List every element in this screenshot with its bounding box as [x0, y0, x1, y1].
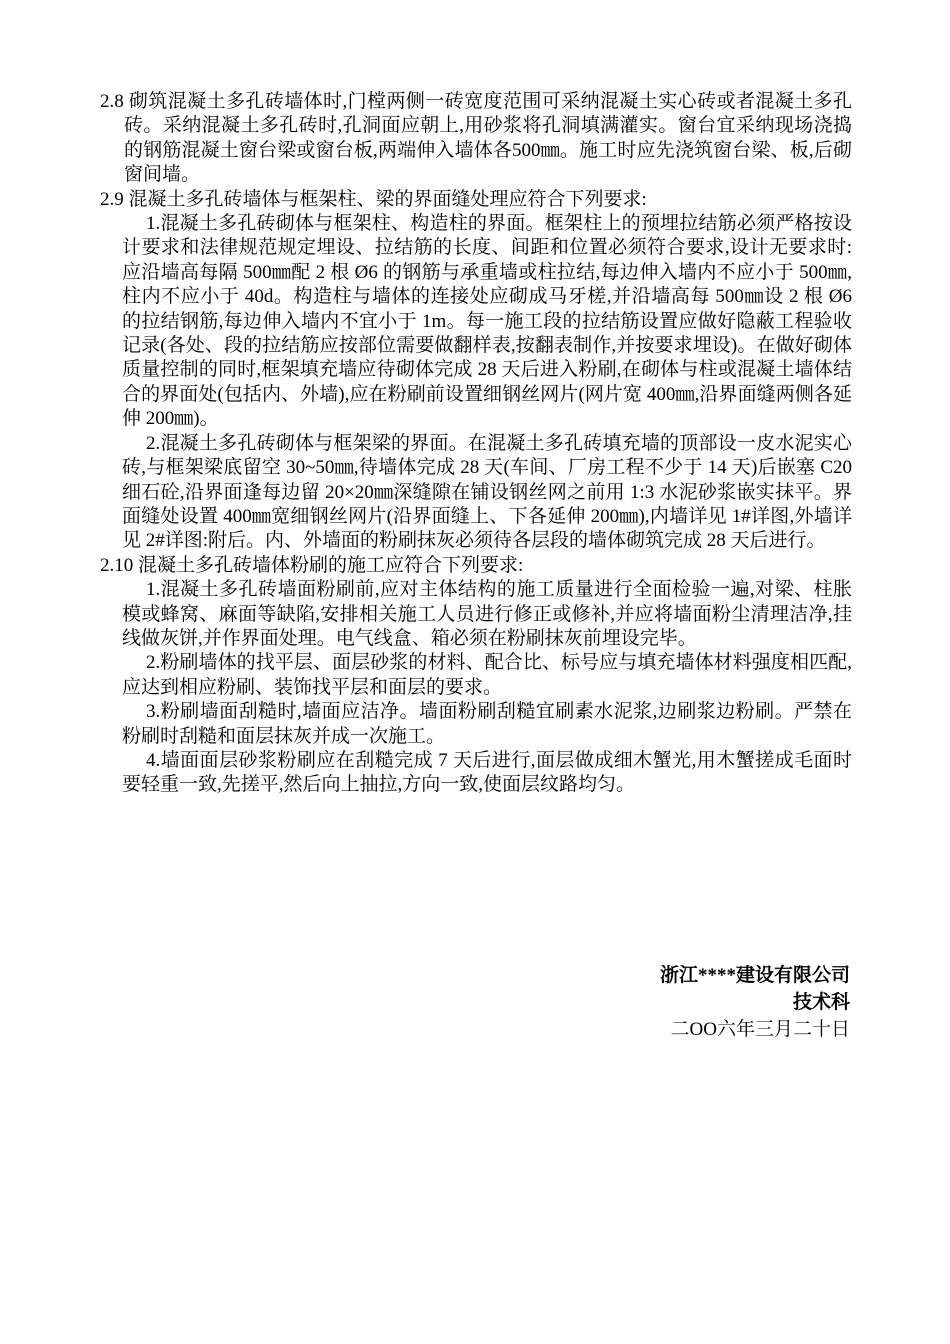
section-2-9-heading: 2.9 混凝土多孔砖墙体与框架柱、梁的界面缝处理应符合下列要求:	[100, 188, 647, 210]
section-2-9-item-1: 1.混凝土多孔砖砌体与框架柱、构造柱的界面。框架柱上的预埋拉结筋必须严格按设计要求和法律规范规定埋设、拉结筋的长度、间距和位置必须符合要求,设计无要求时:应沿墙高每隔 500㎜配 2 根 Ø6 的钢筋与承重墙或柱拉结,每边伸入墙内不应小于 500㎜,柱内不应小于 40d。构造柱与墙体的连接处应砌成马牙槎,并沿墙高每 500㎜设 2 根 Ø6 的拉结钢筋,每边伸入墙内不宜小于 1m。每一施工段的拉结筋设置应做好隐蔽工程验收记录(各处、段的拉结筋应按部位需要做翻样表,按翻表制作,并按要求埋设)。在做好砌体质量控制的同时,框架填充墙应待砌体完成 28 天后进入粉刷,在砌体与柱或混凝土墙体结合的界面处(包括内、外墙),应在粉刷前设置细钢丝网片(网片宽 400㎜,沿界面缝两侧各延伸 200㎜)。	[122, 213, 852, 430]
signature-block	[660, 962, 850, 1043]
document-body	[100, 90, 852, 798]
section-2-8: 2.8 砌筑混凝土多孔砖墙体时,门樘两侧一砖宽度范围可采纳混凝土实心砖或者混凝土多孔砖。采纳混凝土多孔砖时,孔洞面应朝上,用砂浆将孔洞填满灌实。窗台宜采纳现场浇捣的钢筋混凝土窗台梁或窗台板,两端伸入墙体各500㎜。施工时应先浇筑窗台梁、板,后砌窗间墙。	[100, 91, 852, 186]
section-2-10-heading: 2.10 混凝土多孔砖墙体粉刷的施工应符合下列要求:	[100, 554, 524, 576]
signature-company: 浙江****建设有限公司	[659, 965, 850, 986]
section-2-10-item-3: 3.粉刷墙面刮糙时,墙面应洁净。墙面粉刷刮糙宜刷素水泥浆,边刷浆边粉刷。严禁在粉刷时刮糙和面层抹灰并成一次施工。	[122, 701, 852, 747]
section-2-10-item-4: 4.墙面面层砂浆粉刷应在刮糙完成 7 天后进行,面层做成细木蟹光,用木蟹搓成毛面时要轻重一致,先搓平,然后向上抽拉,方向一致,使面层纹路均匀。	[122, 749, 852, 796]
signature-department: 技术科	[792, 992, 850, 1013]
section-2-10-item-2: 2.粉刷墙体的找平层、面层砂浆的材料、配合比、标号应与填充墙体材料强度相匹配,应达到相应粉刷、装饰找平层和面层的要求。	[122, 652, 852, 698]
section-2-10-item-1: 1.混凝土多孔砖墙面粉刷前,应对主体结构的施工质量进行全面检验一遍,对梁、柱胀模或蜂窝、麻面等缺陷,安排相关施工人员进行修正或修补,并应将墙面粉尘清理洁净,挂线做灰饼,并作界面处理。电气线盒、箱必须在粉刷抹灰前埋设完毕。	[122, 579, 852, 649]
signature-date: 二OO六年三月二十日	[670, 1019, 850, 1040]
section-2-9-item-2: 2.混凝土多孔砖砌体与框架梁的界面。在混凝土多孔砖填充墙的顶部设一皮水泥实心砖,与框架梁底留空 30~50㎜,待墙体完成 28 天(车间、厂房工程不少于 14 天)后嵌塞 C20 细石砼,沿界面逢每边留 20×20㎜深缝隙在铺设钢丝网之前用 1:3 水泥砂浆嵌实抹平。界面缝处设置 400㎜宽细钢丝网片(沿界面缝上、下各延伸 200㎜),内墙详见 1#详图,外墙详见 2#详图:附后。内、外墙面的粉刷抹灰必须待各层段的墙体砌筑完成 28 天后进行。	[122, 432, 852, 552]
